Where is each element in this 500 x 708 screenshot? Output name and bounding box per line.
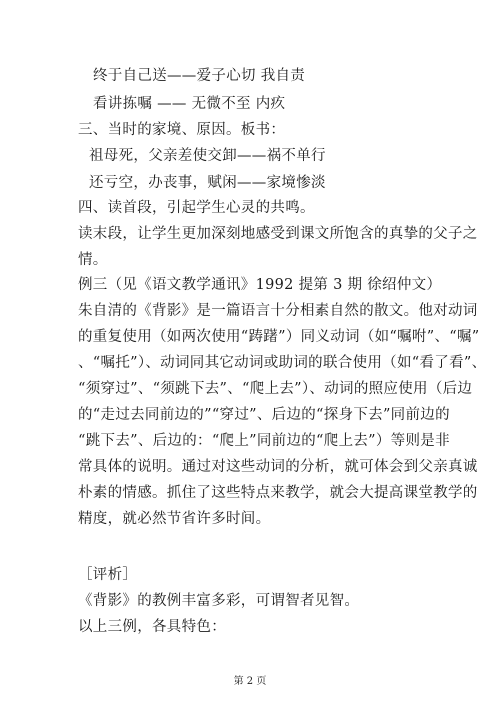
text-line-13: “须穿过”、“须跳下去”、“爬上去”）、动词的照应使用（后边: [78, 381, 473, 397]
text-line-8: 情。: [78, 252, 108, 268]
text-line-20: 《背影》的教例丰富多彩，可谓智者见智。: [78, 593, 360, 609]
text-line-7: 读末段，让学生更加深刻地感受到课文所饱含的真挚的父子之: [78, 226, 478, 242]
text-line-16: 常具体的说明。通过对这些动词的分析，就可体会到父亲真诚: [78, 459, 478, 475]
text-line-12: 、“嘱托”）、动词同其它动词或助词的联合使用（如“看了看”、: [78, 355, 487, 371]
text-line-18: 精度，就必然节省许多时间。: [78, 511, 271, 527]
text-line-5: 还亏空，办丧事，赋闲——家境惨淡: [89, 175, 326, 191]
text-line-10: 朱自清的《背影》是一篇语言十分相素自然的散文。他对动词: [78, 303, 478, 319]
text-line-11: 的重复使用（如两次使用“踌躇”）同义动词（如“嘱咐”、“嘱”: [78, 329, 480, 345]
review-heading: ［评析］: [78, 567, 138, 583]
text-line-14: 的“走过去同前边的”“穿过”、后边的“探身下去”同前边的: [78, 407, 450, 423]
page-number: 第 2 页: [233, 676, 267, 687]
example-heading: 例三（见《语文教学通讯》1992 提第 3 期 徐绍仲文）: [78, 277, 442, 293]
text-line-4: 祖母死，父亲差使交卸——祸不单行: [89, 148, 326, 164]
section-heading-3: 三、当时的家境、原因。板书：: [78, 122, 286, 138]
text-line-21: 以上三例，各具特色：: [78, 619, 226, 635]
section-heading-4: 四、读首段，引起学生心灵的共鸣。: [78, 200, 315, 216]
text-line-17: 朴素的情感。抓住了这些特点来教学，就会大提高课堂教学的: [78, 485, 478, 501]
text-line-15: “跳下去”、后边的：“爬上”同前边的“爬上去”）等则是非: [78, 433, 450, 449]
text-line-1: 终于自己送——爱子心切 我自责: [93, 68, 306, 84]
text-line-2: 看讲拣嘱 —— 无微不至 内疚: [93, 96, 286, 112]
